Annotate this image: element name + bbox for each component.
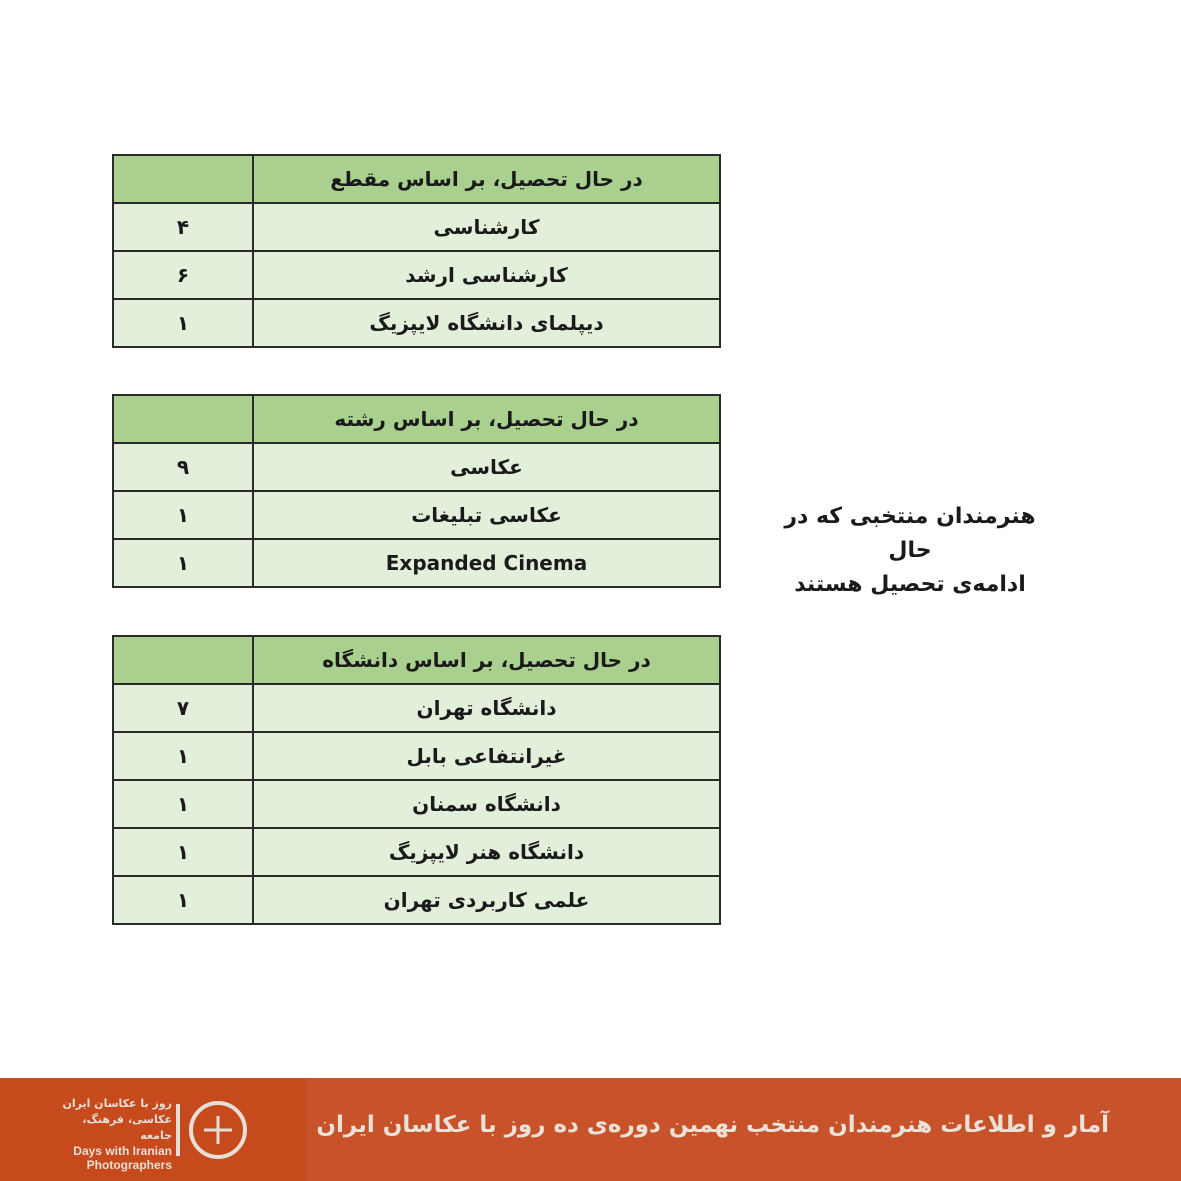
table-row bbox=[113, 491, 720, 539]
row-label: کارشناسی ارشد bbox=[253, 251, 720, 299]
logo-line-2: عکاسی، فرهنگ، جامعه bbox=[82, 1113, 172, 1142]
row-label: دانشگاه سمنان bbox=[253, 780, 720, 828]
row-label: Expanded Cinema bbox=[253, 539, 720, 587]
table-row bbox=[113, 828, 720, 876]
table-header-row bbox=[113, 395, 720, 443]
table-row bbox=[113, 299, 720, 347]
header-empty-cell bbox=[113, 395, 253, 443]
row-value: ۱ bbox=[113, 732, 253, 780]
table-row bbox=[113, 732, 720, 780]
table-by-degree bbox=[112, 154, 721, 348]
logo-icon bbox=[174, 1098, 254, 1162]
row-label: عکاسی bbox=[253, 443, 720, 491]
row-label: کارشناسی bbox=[253, 203, 720, 251]
table-row bbox=[113, 539, 720, 587]
table-by-university bbox=[112, 635, 721, 925]
table-header-row bbox=[113, 636, 720, 684]
footer-logo-panel bbox=[0, 1078, 306, 1181]
table-row bbox=[113, 684, 720, 732]
logo-line-4: Photographers bbox=[86, 1158, 172, 1172]
section-title bbox=[760, 500, 1060, 602]
row-value: ۱ bbox=[113, 780, 253, 828]
table-header: در حال تحصیل، بر اساس دانشگاه bbox=[253, 636, 720, 684]
row-value: ۹ bbox=[113, 443, 253, 491]
row-label: غیرانتفاعی بابل bbox=[253, 732, 720, 780]
logo-text bbox=[58, 1096, 172, 1172]
table-header: در حال تحصیل، بر اساس مقطع bbox=[253, 155, 720, 203]
table-row bbox=[113, 780, 720, 828]
row-value: ۱ bbox=[113, 828, 253, 876]
row-value: ۱ bbox=[113, 299, 253, 347]
row-label: دانشگاه هنر لایپزیگ bbox=[253, 828, 720, 876]
header-empty-cell bbox=[113, 155, 253, 203]
header-empty-cell bbox=[113, 636, 253, 684]
row-value: ۶ bbox=[113, 251, 253, 299]
row-value: ۱ bbox=[113, 491, 253, 539]
row-label: دیپلمای دانشگاه لایپزیگ bbox=[253, 299, 720, 347]
table-by-field bbox=[112, 394, 721, 588]
row-value: ۷ bbox=[113, 684, 253, 732]
row-value: ۱ bbox=[113, 539, 253, 587]
logo-line-3: Days with Iranian bbox=[73, 1144, 172, 1158]
section-title-line1: هنرمندان منتخبی که در حال bbox=[784, 504, 1036, 563]
row-label: علمی کاربردی تهران bbox=[253, 876, 720, 924]
table-row bbox=[113, 443, 720, 491]
row-label: عکاسی تبلیغات bbox=[253, 491, 720, 539]
footer-caption: آمار و اطلاعات هنرمندان منتخب نهمین دوره‌ی ده روز با عکاسان ایران bbox=[316, 1112, 1109, 1138]
table-header-row bbox=[113, 155, 720, 203]
table-row bbox=[113, 251, 720, 299]
row-value: ۱ bbox=[113, 876, 253, 924]
row-value: ۴ bbox=[113, 203, 253, 251]
footer-banner bbox=[0, 1078, 1181, 1181]
section-title-line2: ادامه‌ی تحصیل هستند bbox=[794, 572, 1026, 597]
row-label: دانشگاه تهران bbox=[253, 684, 720, 732]
table-row bbox=[113, 203, 720, 251]
logo-line-1: روز با عکاسان ایران bbox=[62, 1097, 172, 1110]
table-row bbox=[113, 876, 720, 924]
table-header: در حال تحصیل، بر اساس رشته bbox=[253, 395, 720, 443]
